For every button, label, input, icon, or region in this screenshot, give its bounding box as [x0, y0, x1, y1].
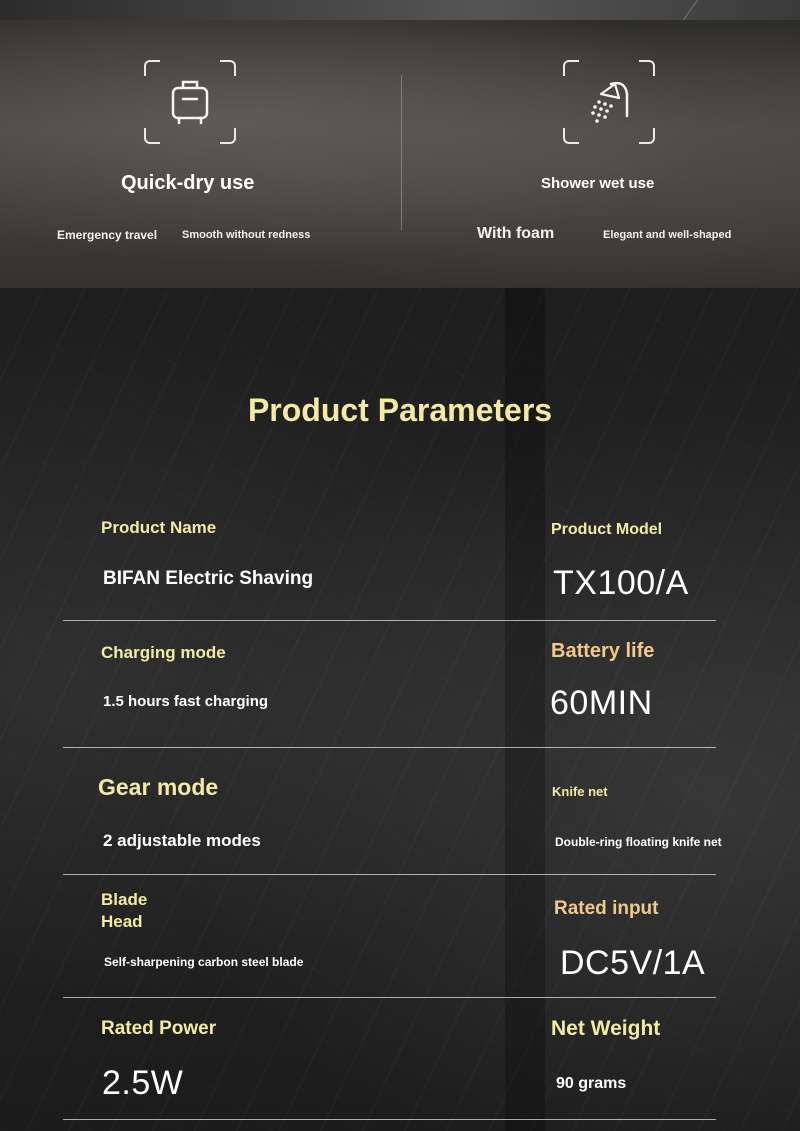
section-title: Product Parameters [247, 392, 553, 428]
value-knife-net: Double-ring floating knife net [555, 835, 722, 849]
value-rated-input: DC5V/1A [560, 944, 706, 982]
feature-sub-with-foam: With foam [477, 225, 555, 242]
shower-head-icon [581, 74, 637, 130]
label-blade-head [101, 889, 147, 933]
value-product-model: TX100/A [553, 564, 689, 602]
feature-divider [401, 75, 402, 230]
label-head: Head [101, 912, 143, 931]
label-knife-net: Knife net [552, 784, 608, 799]
top-strip [0, 0, 800, 20]
feature-sub-emergency-travel: Emergency travel [57, 228, 158, 242]
label-battery-life: Battery life [551, 640, 655, 662]
feature-title-shower: Shower wet use [541, 175, 655, 192]
row-divider [63, 620, 716, 621]
quick-dry-icon-frame [144, 60, 236, 144]
row-divider [63, 997, 716, 998]
feature-title-quick-dry: Quick-dry use [121, 172, 255, 194]
value-gear-mode: 2 adjustable modes [103, 831, 261, 850]
row-divider [63, 747, 716, 748]
product-parameters-section [0, 288, 800, 1131]
label-product-name: Product Name [101, 518, 217, 537]
feature-sub-elegant: Elegant and well-shaped [603, 229, 732, 241]
label-gear-mode: Gear mode [98, 774, 219, 800]
value-battery-life: 60MIN [550, 684, 653, 722]
label-product-model: Product Model [551, 521, 663, 538]
value-blade-head: Self-sharpening carbon steel blade [104, 955, 304, 969]
row-divider [63, 874, 716, 875]
label-net-weight: Net Weight [551, 1017, 661, 1040]
label-charging-mode: Charging mode [101, 643, 226, 662]
value-product-name: BIFAN Electric Shaving [103, 568, 314, 589]
feature-sub-smooth: Smooth without redness [182, 229, 311, 241]
row-divider [63, 1119, 716, 1120]
label-rated-power: Rated Power [101, 1018, 217, 1039]
value-rated-power: 2.5W [102, 1064, 184, 1102]
label-rated-input: Rated input [554, 898, 659, 919]
value-charging-mode: 1.5 hours fast charging [103, 693, 269, 710]
suitcase-icon [165, 75, 215, 129]
value-net-weight: 90 grams [556, 1075, 627, 1092]
label-blade: Blade [101, 890, 148, 909]
shower-icon-frame [563, 60, 655, 144]
feature-band [0, 0, 800, 288]
